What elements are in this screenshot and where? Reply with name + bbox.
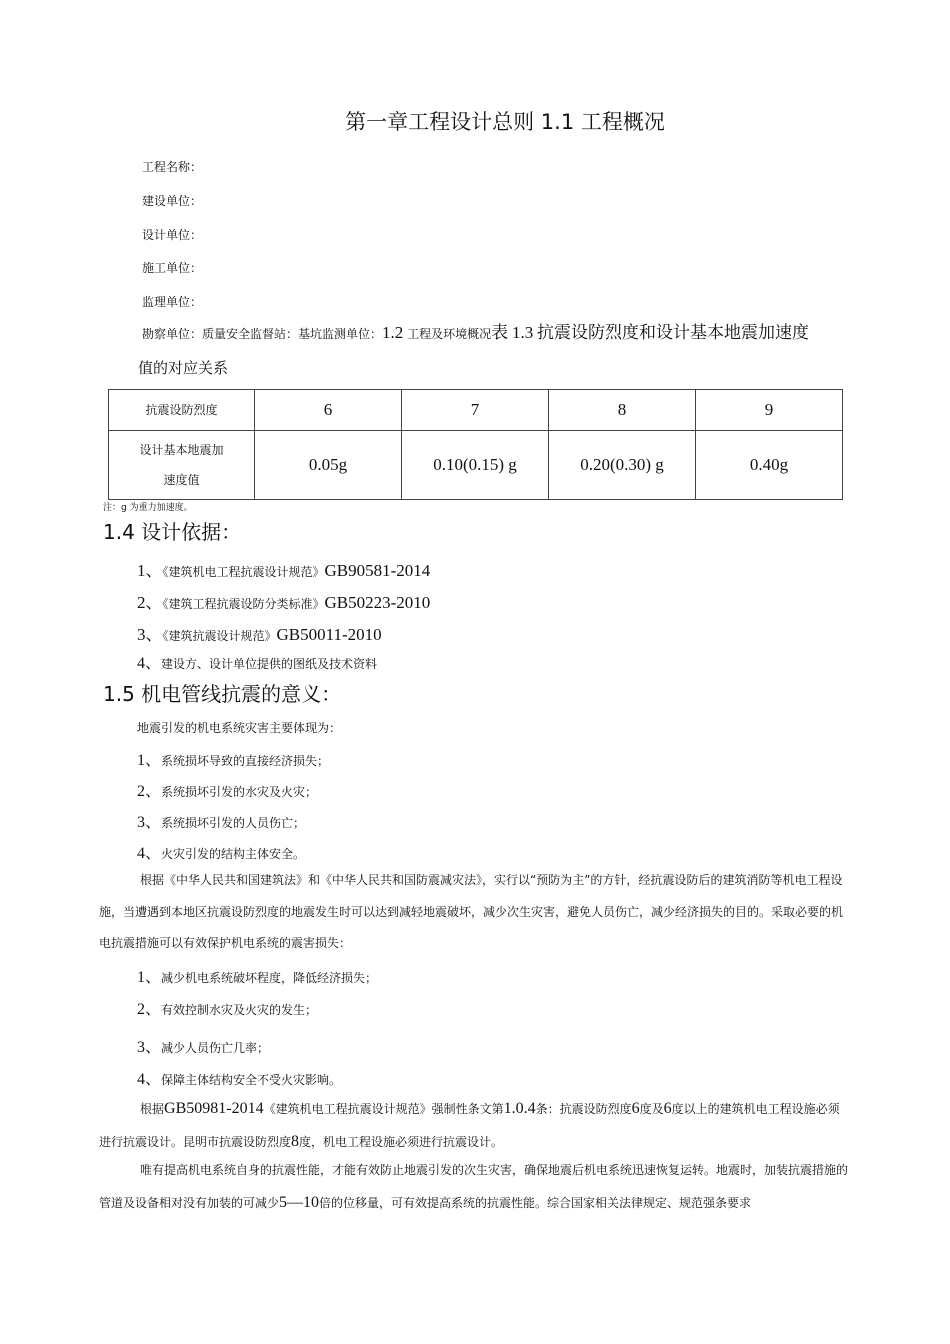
table-cell: 7	[402, 390, 549, 431]
list-item	[137, 650, 377, 673]
table-header-intensity: 抗震设防烈度	[109, 390, 255, 431]
list-text: 火灾引发的结构主体安全。	[161, 847, 306, 861]
list-text: 减少机电系统破坏程度，降低经济损失；	[161, 971, 378, 985]
field-designer: 设计单位：	[142, 228, 203, 242]
text-run: 《建筑机电工程抗震设计规范》强制性条文第	[263, 1102, 504, 1116]
list-text: 系统损坏导致的直接经济损失；	[161, 754, 330, 768]
section-heading-1-4: 1.4 设计依据：	[103, 520, 242, 544]
section-heading-1-5: 1.5 机电管线抗震的意义：	[103, 682, 342, 706]
paragraph-seismic-performance	[99, 1155, 851, 1219]
paragraph-mandatory-clause	[99, 1093, 851, 1158]
text-run: 唯有提高机电系统自身的抗震性能，才能有效防止地震引发的次生灾害，确保地震后机电系统迅速恢复运转。地震时，加装抗震措施的管道及设备相对没有加装的可减少	[99, 1163, 849, 1210]
list-number: 2、	[137, 783, 162, 800]
list-number: 2、	[137, 1001, 162, 1018]
text-run: 倍的位移量，可有效提高系统的抗震性能。综合国家相关法律规定、规范强条要求	[319, 1195, 752, 1210]
clause-number: 1.0.4	[503, 1100, 536, 1117]
table-cell: 8	[549, 390, 696, 431]
list-text: 系统损坏引发的水灾及火灾；	[161, 785, 318, 799]
list-item	[137, 1066, 341, 1089]
table-title-continued: 值的对应关系	[138, 359, 229, 377]
acceleration-label-line1: 设计基本地震加	[139, 443, 224, 457]
field-supervisor: 监理单位：	[142, 295, 203, 309]
list-number: 3、	[137, 1039, 162, 1056]
text-run: 度，机电工程设施必须进行抗震设计。	[299, 1134, 504, 1149]
list-number: 4、	[137, 655, 162, 672]
list-text: 系统损坏引发的人员伤亡；	[161, 816, 306, 830]
field-owner: 建设单位：	[142, 194, 203, 208]
table-cell: 0.40g	[696, 431, 843, 500]
list-item	[137, 964, 377, 987]
reference-name: 《建筑机电工程抗震设计规范》	[162, 565, 325, 579]
table-header-acceleration	[109, 431, 255, 500]
paragraph-text: 根据《中华人民共和国建筑法》和《中华人民共和国防震减灾法》，实行以“预防为主”的方针，经抗震设防后的建筑消防等机电工程设施，当遭遇到本地区抗震设防烈度的地震发生时可以达到减轻地震破坏，减少次生灾害，避免人员伤亡，减少经济损失的目的。采取必要的机电抗震措施可以有效保护机电系统的震害损失：	[99, 873, 844, 950]
reference-code: GB50223-2010	[324, 593, 431, 612]
reference-item	[137, 588, 430, 613]
list-item	[137, 1034, 269, 1057]
intensity-number: 6	[631, 1100, 640, 1117]
list-number: 2、	[137, 593, 163, 612]
reference-code: GB90581-2014	[324, 561, 431, 580]
intensity-number: 8	[291, 1132, 300, 1150]
text-run: 度及	[639, 1102, 664, 1116]
table-row	[109, 390, 843, 431]
paragraph-legal-basis	[99, 865, 851, 960]
section-number-1-2: 1.2	[382, 323, 404, 342]
field-contractor: 施工单位：	[142, 261, 203, 275]
reference-item	[137, 620, 382, 645]
list-item	[137, 809, 305, 832]
table-number-1-3: 1.3	[511, 323, 534, 342]
table-cell: 0.10(0.15) g	[402, 431, 549, 500]
acceleration-label-line2: 速度值	[163, 473, 200, 487]
section-1-2-title: 工程及环境概况	[407, 327, 492, 341]
field-project-name: 工程名称：	[142, 160, 203, 174]
text-run: 度以上的建筑机电工程设施必须进行抗震设计。昆明市抗震设防烈度	[99, 1102, 840, 1149]
reference-code: GB50011-2010	[276, 625, 382, 644]
reference-name: 《建筑抗震设计规范》	[162, 629, 277, 643]
list-text: 保障主体结构安全不受火灾影响。	[161, 1073, 342, 1087]
list-number: 1、	[137, 561, 163, 580]
list-item	[137, 840, 305, 863]
intensity-table	[108, 389, 843, 500]
table-note: 注：g 为重力加速度。	[103, 503, 193, 513]
reference-item	[137, 556, 430, 581]
text-run: 根据	[140, 1102, 165, 1116]
displacement-range: 5—10	[279, 1193, 320, 1211]
reference-name: 《建筑工程抗震设防分类标准》	[162, 597, 325, 611]
table-cell: 9	[696, 390, 843, 431]
survey-prefix: 勘察单位：质量安全监督站：基坑监测单位：	[142, 327, 383, 341]
table-row	[109, 431, 843, 500]
intro-text: 地震引发的机电系统灾害主要体现为：	[137, 721, 342, 735]
table-cell: 0.20(0.30) g	[549, 431, 696, 500]
table-title: 抗震设防烈度和设计基本地震加速度	[537, 323, 810, 343]
list-number: 3、	[137, 814, 162, 831]
list-item	[137, 747, 329, 770]
list-number: 1、	[137, 752, 162, 769]
list-number: 4、	[137, 845, 162, 862]
text-run: 条：抗震设防烈度	[535, 1102, 632, 1116]
list-number: 3、	[137, 625, 163, 644]
list-text: 建设方、设计单位提供的图纸及技术资料	[161, 657, 378, 671]
page-title: 第一章工程设计总则 1.1 工程概况	[345, 110, 665, 134]
table-cell: 0.05g	[255, 431, 402, 500]
table-word: 表	[491, 323, 509, 343]
intensity-number: 6	[663, 1100, 672, 1117]
list-number: 1、	[137, 969, 162, 986]
list-item	[137, 778, 317, 801]
list-text: 减少人员伤亡几率；	[161, 1041, 270, 1055]
standard-code: GB50981-2014	[164, 1100, 264, 1117]
list-item	[137, 996, 317, 1019]
list-number: 4、	[137, 1071, 162, 1088]
list-text: 有效控制水灾及火灾的发生；	[161, 1003, 318, 1017]
survey-line	[142, 318, 809, 343]
table-cell: 6	[255, 390, 402, 431]
